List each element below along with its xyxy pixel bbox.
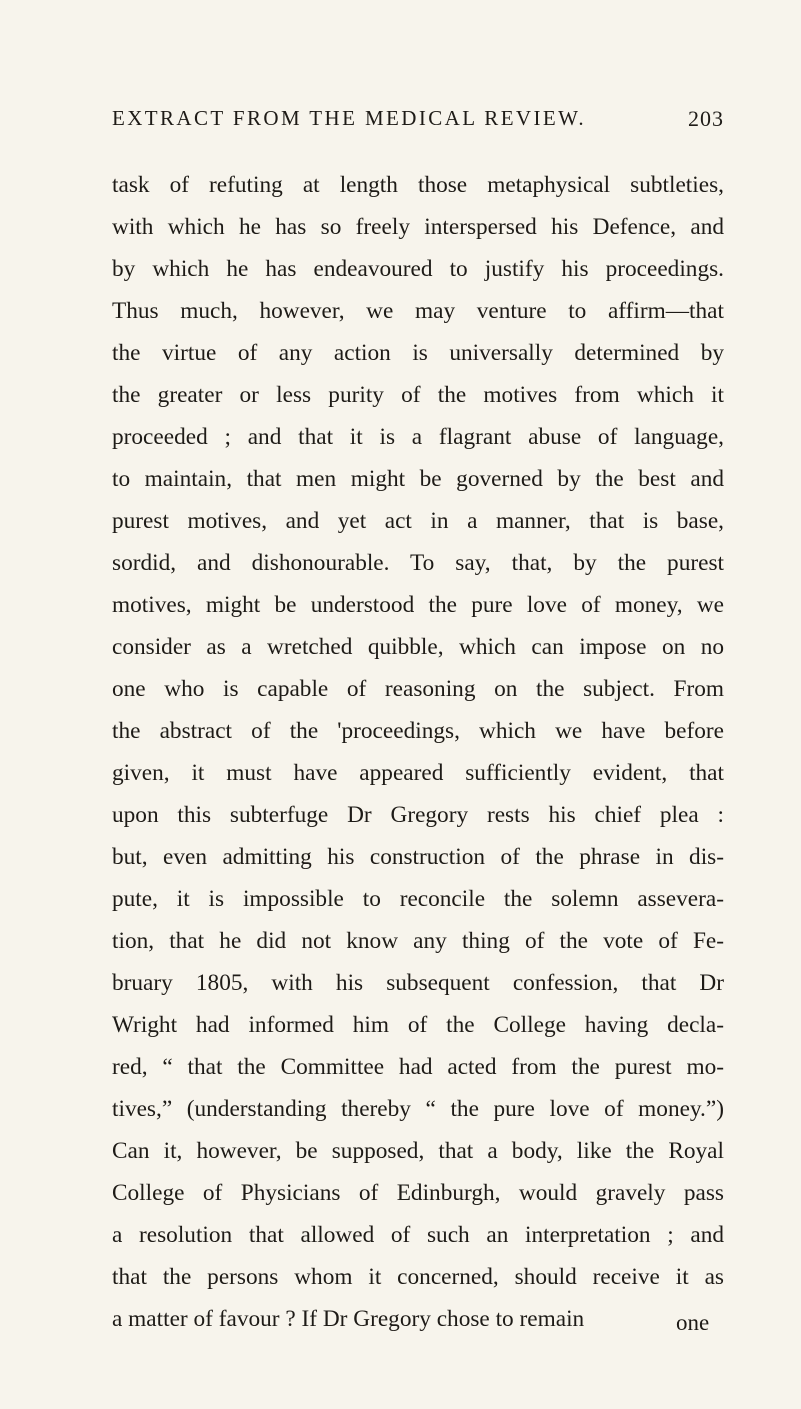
text-line: a matter of favour ? If Dr Gregory chose to remain	[112, 1306, 585, 1332]
text-line: by which he has endeavoured to justify his proceedings.	[112, 256, 724, 282]
text-line: consider as a wretched quibble, which can impose on no	[112, 634, 724, 660]
page-number: 203	[688, 106, 724, 131]
text-line: purest motives, and yet act in a manner, that is base,	[112, 508, 724, 534]
text-line: pute, it is impossible to reconcile the solemn assevera-	[112, 886, 724, 912]
text-line: but, even admitting his construction of the phrase in dis-	[112, 844, 724, 870]
text-line: tion, that he did not know any thing of the vote of Fe-	[112, 928, 724, 954]
text-line: a resolution that allowed of such an interpretation ; and	[112, 1222, 724, 1248]
body-text	[112, 164, 724, 1340]
text-line: Wright had informed him of the College having decla-	[112, 1012, 724, 1038]
text-line: College of Physicians of Edinburgh, would gravely pass	[112, 1180, 724, 1206]
text-line: red, “ that the Committee had acted from the purest mo-	[112, 1054, 724, 1080]
running-title: EXTRACT FROM THE MEDICAL REVIEW.	[112, 106, 587, 130]
catchword: one	[676, 1310, 710, 1335]
text-line: that the persons whom it concerned, should receive it as	[112, 1264, 724, 1290]
text-line: upon this subterfuge Dr Gregory rests his chief plea :	[112, 802, 724, 828]
text-line: with which he has so freely interspersed his Defence, and	[112, 214, 724, 240]
text-line: proceeded ; and that it is a flagrant abuse of language,	[112, 424, 724, 450]
text-line: the abstract of the 'proceedings, which we have before	[112, 718, 724, 744]
text-line: the greater or less purity of the motives from which it	[112, 382, 724, 408]
text-line: to maintain, that men might be governed by the best and	[112, 466, 724, 492]
text-line: Can it, however, be supposed, that a body, like the Royal	[112, 1138, 724, 1164]
text-line: given, it must have appeared sufficiently evident, that	[112, 760, 724, 786]
text-line: the virtue of any action is universally determined by	[112, 340, 724, 366]
text-line: Thus much, however, we may venture to affirm—that	[112, 298, 724, 324]
text-line: one who is capable of reasoning on the subject. From	[112, 676, 724, 702]
running-head	[112, 106, 724, 140]
text-line: bruary 1805, with his subsequent confession, that Dr	[112, 970, 724, 996]
text-line: task of refuting at length those metaphysical subtleties,	[112, 172, 724, 198]
text-line: sordid, and dishonourable. To say, that, by the purest	[112, 550, 724, 576]
text-line: motives, might be understood the pure love of money, we	[112, 592, 724, 618]
text-line: tives,” (understanding thereby “ the pure love of money.”)	[112, 1096, 724, 1122]
